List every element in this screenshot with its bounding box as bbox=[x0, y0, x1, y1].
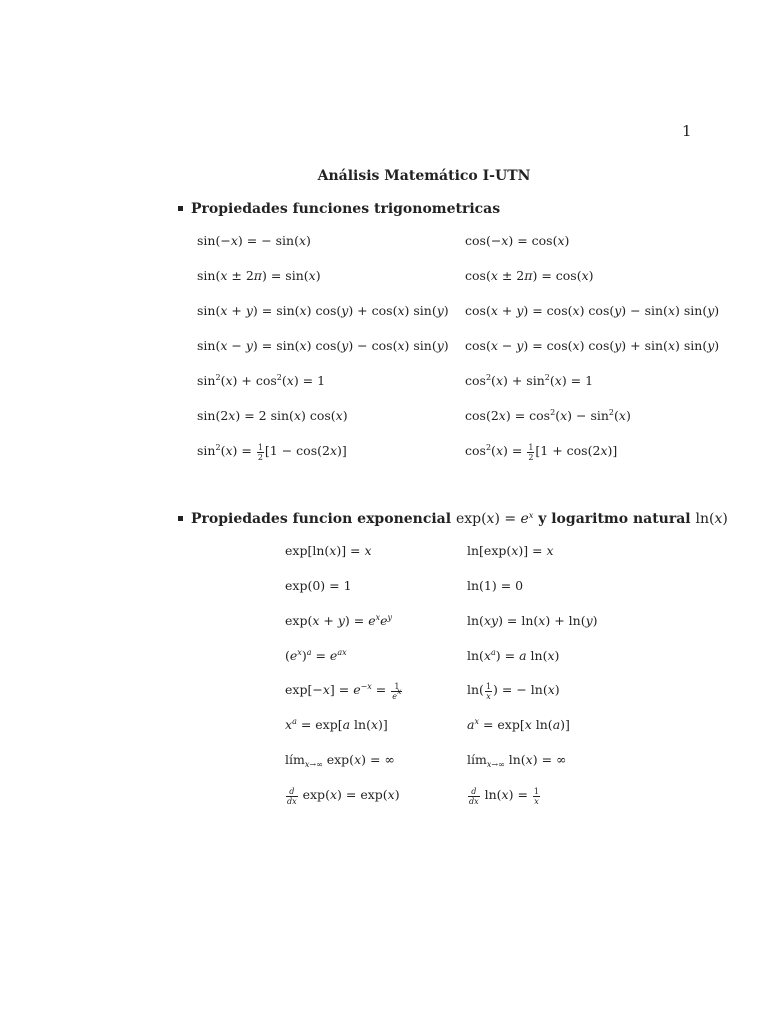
bullet-icon bbox=[178, 516, 183, 521]
formula: $a^x = \exp[x$ ln(a)] bbox=[467, 717, 570, 732]
formula: cos(x − y) = cos(x) cos(y) + sin(x) sin(y) bbox=[465, 338, 720, 353]
section-heading-exp-label: Propiedades funcion exponencial bbox=[191, 511, 452, 527]
formula: $\ln(x^a) = a$ ln(x) bbox=[467, 648, 560, 663]
formula: $\frac{d}{dx}$ exp(x) = exp(x) bbox=[287, 787, 400, 806]
formula: cos(x ± 2π) = cos(x) bbox=[465, 268, 594, 283]
formula: $\cos(2x) = \cos^2(x) - \sin^2(x)$ bbox=[465, 408, 631, 423]
section-heading-trig bbox=[178, 201, 500, 217]
section-heading-exp bbox=[178, 511, 728, 527]
formula: cos(−x) = cos(x) bbox=[465, 233, 570, 248]
formula: $\cos^2(x)$ = $\frac{1}{2}$ [1 + cos(2x)] bbox=[465, 443, 618, 462]
section-heading-trig-label: Propiedades funciones trigonometricas bbox=[191, 201, 501, 217]
formula: sin(−x) = − sin(x) bbox=[197, 233, 311, 248]
formula: $\frac{d}{dx}$ ln(x) = $\frac{1}{x}$ bbox=[469, 787, 540, 806]
formula: sin(x + y) = sin(x) cos(y) + cos(x) sin(y) bbox=[197, 303, 449, 318]
bullet-icon bbox=[178, 206, 183, 211]
document-title: Análisis Matemático I-UTN bbox=[317, 168, 531, 184]
heading-math: $\exp(x) = e^x$ bbox=[455, 511, 534, 527]
formula: exp[ln(x)] = x bbox=[285, 543, 372, 558]
formula: lím$_{x\to\infty}$ exp(x) = ∞ bbox=[285, 752, 395, 769]
formula: ln[exp(x)] = x bbox=[467, 543, 554, 558]
formula: $\exp[-x] = e^{-x}$ = $\frac{1}{e^x}$ bbox=[285, 682, 402, 701]
formula: sin(x − y) = sin(x) cos(y) − cos(x) sin(y) bbox=[197, 338, 449, 353]
formula: ln(xy) = ln(x) + ln(y) bbox=[467, 613, 598, 628]
formula: sin(x ± 2π) = sin(x) bbox=[197, 268, 321, 283]
formula: $(e^x)^a = e^{ax}$ bbox=[285, 648, 347, 663]
page-number: 1 bbox=[682, 122, 692, 140]
formula: ln( $\frac{1}{x}$ ) = − ln(x) bbox=[467, 682, 560, 701]
formula: $x^a = \exp[a$ ln(x)] bbox=[285, 717, 388, 732]
formula: $\sin^2(x)$ = $\frac{1}{2}$ [1 − cos(2x)] bbox=[197, 443, 347, 462]
formula: ln(1) = 0 bbox=[467, 578, 524, 593]
formula: lím$_{x\to\infty}$ ln(x) = ∞ bbox=[467, 752, 567, 769]
formula: exp(0) = 1 bbox=[285, 578, 352, 593]
heading-math: ln(x) bbox=[695, 511, 728, 527]
formula: $\sin^2(x) + \cos^2(x) = 1$ bbox=[197, 373, 326, 388]
formula: $\exp(x + y) = e^xe^y$ bbox=[285, 613, 393, 628]
formula: cos(x + y) = cos(x) cos(y) − sin(x) sin(y) bbox=[465, 303, 720, 318]
section-heading-exp-middle: y logaritmo natural bbox=[538, 511, 691, 527]
formula: sin(2x) = 2 sin(x) cos(x) bbox=[197, 408, 348, 423]
formula: $\cos^2(x) + \sin^2(x) = 1$ bbox=[465, 373, 594, 388]
